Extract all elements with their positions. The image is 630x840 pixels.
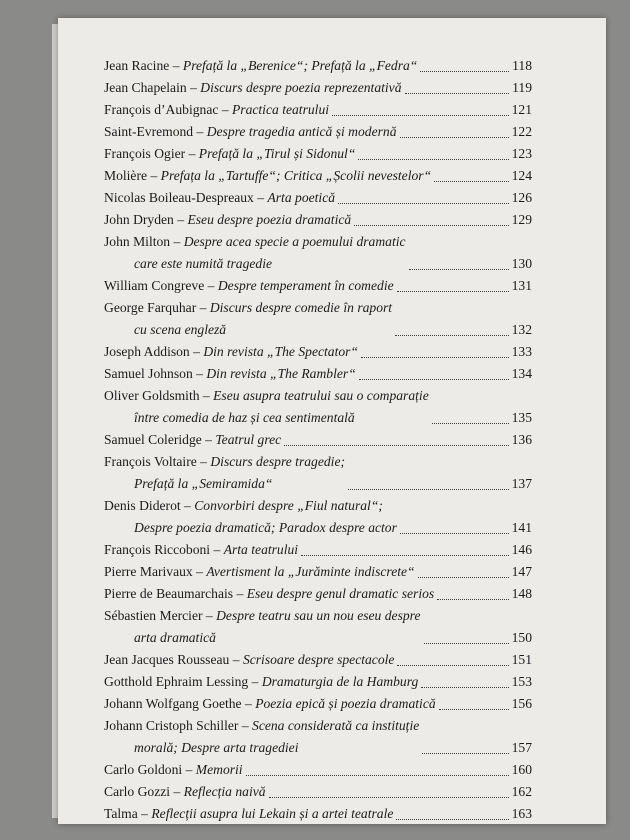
toc-separator: – — [192, 366, 207, 381]
toc-entry — [104, 363, 532, 385]
dot-leader — [422, 753, 508, 754]
toc-page-number: 157 — [511, 740, 532, 755]
toc-entry-text — [104, 649, 394, 671]
toc-entry — [104, 759, 532, 781]
toc-title: Discurs despre poezia reprezentativă — [200, 80, 402, 95]
dot-leader — [400, 533, 509, 534]
toc-entry-text — [104, 495, 397, 539]
toc-author: William Congreve — [104, 278, 205, 293]
toc-entry-first-line — [104, 275, 394, 297]
toc-entry-text — [104, 715, 419, 759]
toc-entry-text — [104, 363, 356, 385]
toc-entry — [104, 187, 532, 209]
toc-separator: – — [218, 102, 232, 117]
toc-author: Carlo Goldoni — [104, 762, 183, 777]
toc-page-number: 148 — [511, 586, 532, 601]
toc-entry-text — [104, 605, 421, 649]
toc-separator: – — [210, 542, 224, 557]
toc-page-number: 137 — [511, 476, 532, 491]
toc-separator: – — [169, 58, 183, 73]
toc-entry-text — [104, 561, 415, 583]
toc-entry — [104, 121, 532, 143]
toc-separator: – — [185, 146, 199, 161]
toc-page-number: 150 — [511, 630, 532, 645]
toc-author: Carlo Gozzi — [104, 784, 171, 799]
toc-entry-first-line — [104, 539, 298, 561]
toc-entry-text — [104, 275, 394, 297]
toc-title: Arta poetică — [267, 190, 336, 205]
toc-title: Arta teatrului — [223, 542, 299, 557]
toc-entry-first-line — [104, 55, 417, 77]
dot-leader — [405, 93, 510, 94]
toc-title: Din revista „The Rambler“ — [206, 366, 356, 381]
toc-title: Prefață la „Tirul și Sidonul“ — [198, 146, 356, 161]
toc-separator: – — [196, 454, 211, 469]
toc-entry-first-line — [104, 363, 356, 385]
toc-separator: – — [186, 80, 201, 95]
dot-leader — [395, 335, 509, 336]
toc-separator: – — [202, 608, 217, 623]
toc-separator: – — [147, 168, 161, 183]
dot-leader — [284, 445, 508, 446]
toc-page-number: 132 — [511, 322, 532, 337]
toc-entry-text — [104, 209, 351, 231]
toc-entry-first-line — [104, 99, 329, 121]
toc-entry-first-line — [104, 561, 415, 583]
toc-entry — [104, 693, 532, 715]
toc-page-number: 153 — [511, 674, 532, 689]
toc-separator: – — [170, 234, 184, 249]
dot-leader — [396, 819, 508, 820]
dot-leader — [361, 357, 509, 358]
toc-entry — [104, 539, 532, 561]
toc-entry-first-line — [104, 429, 281, 451]
toc-title: Convorbiri despre „Fiul natural“; — [194, 498, 383, 513]
toc-author: Saint-Evremond — [104, 124, 194, 139]
toc-author: Gotthold Ephraim Lessing — [104, 674, 249, 689]
toc-entry-text — [104, 693, 436, 715]
toc-separator: – — [201, 432, 216, 447]
dot-leader — [354, 225, 508, 226]
toc-entry — [104, 495, 532, 539]
toc-entry-first-line — [104, 77, 402, 99]
toc-title: Reflecții asupra lui Lekain și a artei teatrale — [151, 806, 394, 821]
toc-author: François Riccoboni — [104, 542, 211, 557]
toc-title: Eseu asupra teatrului sau o comparație — [213, 388, 429, 403]
toc-entry-first-line — [104, 121, 397, 143]
toc-entry-text — [104, 385, 429, 429]
toc-entry-text — [104, 55, 417, 77]
toc-page-number: 130 — [511, 256, 532, 271]
toc-author: Jean Chapelain — [104, 80, 187, 95]
toc-entry — [104, 451, 532, 495]
toc-title: Avertisment la „Jurăminte indiscrete“ — [206, 564, 415, 579]
toc-entry — [104, 55, 532, 77]
toc-entry — [104, 781, 532, 803]
toc-page-number: 118 — [512, 58, 532, 73]
toc-entry-first-line — [104, 715, 419, 737]
toc-separator: – — [199, 388, 214, 403]
toc-page-number: 163 — [511, 806, 532, 821]
toc-separator: – — [180, 498, 195, 513]
toc-separator: – — [173, 212, 188, 227]
toc-entry — [104, 715, 532, 759]
toc-entry-first-line — [104, 385, 429, 407]
toc-entry-first-line — [104, 583, 434, 605]
toc-entry-first-line — [104, 605, 421, 627]
toc-author: François Voltaire — [104, 454, 197, 469]
toc-entry-text — [104, 583, 434, 605]
toc-entry — [104, 231, 532, 275]
dot-leader — [348, 489, 509, 490]
toc-author: Samuel Coleridge — [104, 432, 202, 447]
toc-entry-first-line — [104, 165, 431, 187]
dot-leader — [301, 555, 509, 556]
dot-leader — [246, 775, 509, 776]
toc-entry-first-line — [104, 781, 266, 803]
toc-page-number: 162 — [511, 784, 532, 799]
toc-separator: – — [233, 586, 247, 601]
toc-entry-text — [104, 671, 418, 693]
toc-entry-text — [104, 451, 345, 495]
toc-entry — [104, 429, 532, 451]
table-of-contents — [104, 55, 532, 825]
toc-title: Discurs despre comedie în raport — [209, 300, 393, 315]
toc-page-number: 134 — [511, 366, 532, 381]
dot-leader — [421, 687, 508, 688]
toc-entry — [104, 649, 532, 671]
toc-entry-text — [104, 781, 266, 803]
toc-author: Johann Cristoph Schiller — [104, 718, 239, 733]
toc-author: George Farquhar — [104, 300, 197, 315]
toc-author: Pierre de Beaumarchais — [104, 586, 234, 601]
toc-page-number: 126 — [511, 190, 532, 205]
toc-entry — [104, 605, 532, 649]
toc-separator: – — [229, 652, 243, 667]
toc-separator: – — [189, 344, 204, 359]
toc-entry — [104, 341, 532, 363]
toc-entry-text — [104, 99, 329, 121]
toc-page-number: 147 — [511, 564, 532, 579]
toc-author: Jean Racine — [104, 58, 170, 73]
toc-separator: – — [238, 718, 253, 733]
toc-entry-first-line — [104, 759, 243, 781]
toc-title: Scrisoare despre spectacole — [242, 652, 395, 667]
dot-leader — [434, 181, 508, 182]
dot-leader — [358, 159, 508, 160]
dot-leader — [397, 291, 509, 292]
toc-page-number: 123 — [511, 146, 532, 161]
dot-leader — [424, 643, 509, 644]
toc-author: Talma — [104, 806, 138, 821]
toc-page-number: 124 — [511, 168, 532, 183]
toc-entry-first-line — [104, 231, 406, 253]
toc-entry-text — [104, 429, 281, 451]
toc-title: Poezia epică și poezia dramatică — [255, 696, 436, 711]
dot-leader — [409, 269, 509, 270]
dot-leader — [432, 423, 509, 424]
toc-author: John Dryden — [104, 212, 174, 227]
toc-author: Sébastien Mercier — [104, 608, 203, 623]
toc-entry — [104, 99, 532, 121]
toc-separator: – — [241, 696, 256, 711]
toc-title: Din revista „The Spectator“ — [203, 344, 359, 359]
toc-entry-text — [104, 77, 402, 99]
toc-title: Eseu despre genul dramatic serios — [246, 586, 435, 601]
dot-leader — [397, 665, 508, 666]
toc-title: Scena considerată ca instituție — [252, 718, 420, 733]
toc-entry — [104, 165, 532, 187]
toc-separator: – — [248, 674, 262, 689]
toc-page-number: 133 — [511, 344, 532, 359]
toc-title: Reflecția naivă — [183, 784, 266, 799]
toc-entry — [104, 275, 532, 297]
toc-entry-text — [104, 803, 393, 825]
toc-author: Pierre Marivaux — [104, 564, 193, 579]
toc-entry — [104, 143, 532, 165]
toc-title-continuation: cu scena engleză — [134, 322, 227, 337]
toc-title-continuation: arta dramatică — [134, 630, 216, 645]
toc-page-number: 136 — [511, 432, 532, 447]
toc-page-number: 119 — [512, 80, 532, 95]
toc-entry-text — [104, 187, 335, 209]
toc-title: Eseu despre poezia dramatică — [187, 212, 352, 227]
toc-title-continuation: care este numită tragedie — [134, 256, 273, 271]
toc-title: Despre teatru sau un nou eseu despre — [216, 608, 421, 623]
toc-entry-first-line — [104, 495, 397, 517]
toc-title-continuation: morală; Despre arta tragediei — [134, 740, 299, 755]
toc-entry-text — [104, 341, 358, 363]
toc-page-number: 160 — [511, 762, 532, 777]
toc-entry-first-line — [104, 297, 392, 319]
toc-title: Despre tragedia antică și modernă — [206, 124, 397, 139]
toc-author: François d’Aubignac — [104, 102, 219, 117]
toc-entry-first-line — [104, 803, 393, 825]
toc-separator: – — [192, 564, 207, 579]
toc-title-continuation: între comedia de haz și cea sentimentală — [134, 410, 355, 425]
toc-author: Nicolas Boileau-Despreaux — [104, 190, 254, 205]
toc-entry — [104, 671, 532, 693]
toc-entry-text — [104, 165, 431, 187]
toc-page-number: 129 — [511, 212, 532, 227]
toc-author: Molière — [104, 168, 148, 183]
toc-separator: – — [196, 300, 210, 315]
toc-title: Despre acea specie a poemului dramatic — [183, 234, 406, 249]
toc-entry — [104, 385, 532, 429]
toc-title: Memorii — [195, 762, 243, 777]
toc-separator: – — [182, 762, 196, 777]
dot-leader — [420, 71, 509, 72]
toc-separator: – — [170, 784, 184, 799]
toc-separator: – — [253, 190, 268, 205]
toc-title: Prefața la „Tartuffe“; Critica „Școlii nevestelor“ — [160, 168, 432, 183]
toc-entry-text — [104, 539, 298, 561]
toc-entry-text — [104, 143, 355, 165]
toc-author: Johann Wolfgang Goethe — [104, 696, 242, 711]
toc-entry-first-line — [104, 693, 436, 715]
toc-title: Despre temperament în comedie — [217, 278, 394, 293]
toc-title: Prefață la „Berenice“; Prefață la „Fedra“ — [182, 58, 418, 73]
toc-title-continuation: Prefață la „Semiramida“ — [134, 476, 273, 491]
toc-author: Joseph Addison — [104, 344, 190, 359]
toc-entry-first-line — [104, 187, 335, 209]
toc-author: François Ogier — [104, 146, 186, 161]
toc-separator: – — [204, 278, 218, 293]
toc-page-number: 135 — [511, 410, 532, 425]
toc-author: Oliver Goldsmith — [104, 388, 200, 403]
toc-page-number: 121 — [511, 102, 532, 117]
dot-leader — [418, 577, 509, 578]
dot-leader — [332, 115, 509, 116]
toc-title: Dramaturgia de la Hamburg — [261, 674, 419, 689]
toc-title: Teatrul grec — [215, 432, 282, 447]
toc-entry — [104, 561, 532, 583]
toc-title-continuation: Despre poezia dramatică; Paradox despre actor — [134, 520, 397, 535]
dot-leader — [269, 797, 509, 798]
toc-entry-first-line — [104, 209, 351, 231]
toc-entry-text — [104, 121, 397, 143]
toc-page-number: 141 — [511, 520, 532, 535]
dot-leader — [359, 379, 509, 380]
toc-author: Denis Diderot — [104, 498, 181, 513]
toc-entry-text — [104, 759, 243, 781]
toc-title: Discurs despre tragedie; — [210, 454, 346, 469]
toc-entry — [104, 209, 532, 231]
toc-entry-first-line — [104, 671, 418, 693]
toc-page-number: 131 — [511, 278, 532, 293]
toc-page-number: 151 — [511, 652, 532, 667]
toc-entry — [104, 77, 532, 99]
toc-entry-first-line — [104, 451, 345, 473]
toc-page-number: 122 — [511, 124, 532, 139]
toc-author: Samuel Johnson — [104, 366, 193, 381]
toc-entry-first-line — [104, 143, 355, 165]
toc-author: John Milton — [104, 234, 171, 249]
dot-leader — [439, 709, 509, 710]
toc-author: Jean Jacques Rousseau — [104, 652, 230, 667]
toc-entry — [104, 297, 532, 341]
toc-entry-text — [104, 297, 392, 341]
toc-separator: – — [137, 806, 152, 821]
toc-separator: – — [193, 124, 207, 139]
dot-leader — [437, 599, 508, 600]
toc-entry-text — [104, 231, 406, 275]
toc-entry-first-line — [104, 341, 358, 363]
toc-title: Practica teatrului — [231, 102, 330, 117]
dot-leader — [400, 137, 509, 138]
toc-entry-first-line — [104, 649, 394, 671]
toc-entry — [104, 803, 532, 825]
toc-entry — [104, 583, 532, 605]
dot-leader — [338, 203, 509, 204]
toc-page-number: 156 — [511, 696, 532, 711]
toc-page-number: 146 — [511, 542, 532, 557]
